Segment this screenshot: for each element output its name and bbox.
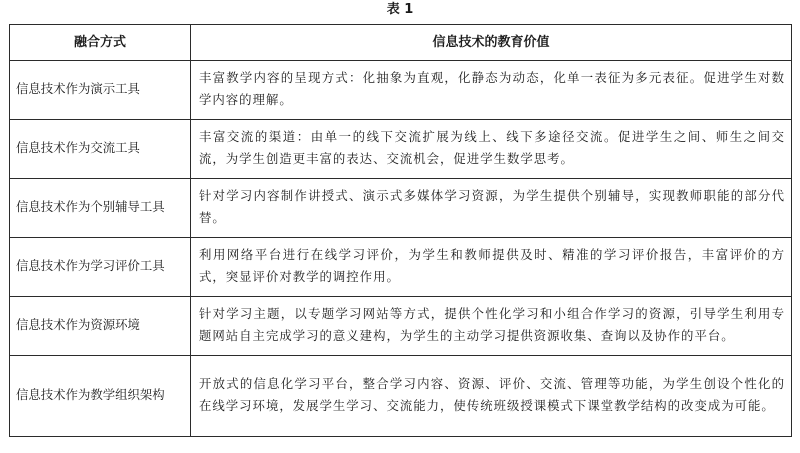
integration-mode-cell: 信息技术作为教学组织架构 xyxy=(10,356,191,437)
table-row xyxy=(10,297,792,356)
table-row xyxy=(10,238,792,297)
educational-value-cell: 利用网络平台进行在线学习评价，为学生和教师提供及时、精准的学习评价报告，丰富评价的方式，突显评价对教学的调控作用。 xyxy=(191,238,792,297)
table-row xyxy=(10,61,792,120)
table-row xyxy=(10,356,792,437)
header-integration-mode: 融合方式 xyxy=(10,25,191,61)
educational-value-cell: 针对学习主题，以专题学习网站等方式，提供个性化学习和小组合作学习的资源，引导学生利用专题网站自主完成学习的意义建构，为学生的主动学习提供资源收集、查询以及协作的平台。 xyxy=(191,297,792,356)
educational-value-cell: 针对学习内容制作讲授式、演示式多媒体学习资源，为学生提供个别辅导，实现教师职能的部分代替。 xyxy=(191,179,792,238)
header-educational-value: 信息技术的教育价值 xyxy=(191,25,792,61)
integration-mode-cell: 信息技术作为资源环境 xyxy=(10,297,191,356)
integration-mode-cell: 信息技术作为个别辅导工具 xyxy=(10,179,191,238)
educational-value-cell: 丰富交流的渠道：由单一的线下交流扩展为线上、线下多途径交流。促进学生之间、师生之间交流，为学生创造更丰富的表达、交流机会，促进学生数学思考。 xyxy=(191,120,792,179)
educational-value-cell: 丰富教学内容的呈现方式：化抽象为直观，化静态为动态，化单一表征为多元表征。促进学生对数学内容的理解。 xyxy=(191,61,792,120)
integration-mode-cell: 信息技术作为演示工具 xyxy=(10,61,191,120)
table-row xyxy=(10,120,792,179)
table-header-row xyxy=(10,25,792,61)
table-caption: 表 1 xyxy=(386,2,414,17)
educational-value-cell: 开放式的信息化学习平台，整合学习内容、资源、评价、交流、管理等功能，为学生创设个性化的在线学习环境，发展学生学习、交流能力，使传统班级授课模式下课堂教学结构的改变成为可能。 xyxy=(191,356,792,437)
education-value-table xyxy=(9,24,792,437)
integration-mode-cell: 信息技术作为学习评价工具 xyxy=(10,238,191,297)
table-row xyxy=(10,179,792,238)
integration-mode-cell: 信息技术作为交流工具 xyxy=(10,120,191,179)
